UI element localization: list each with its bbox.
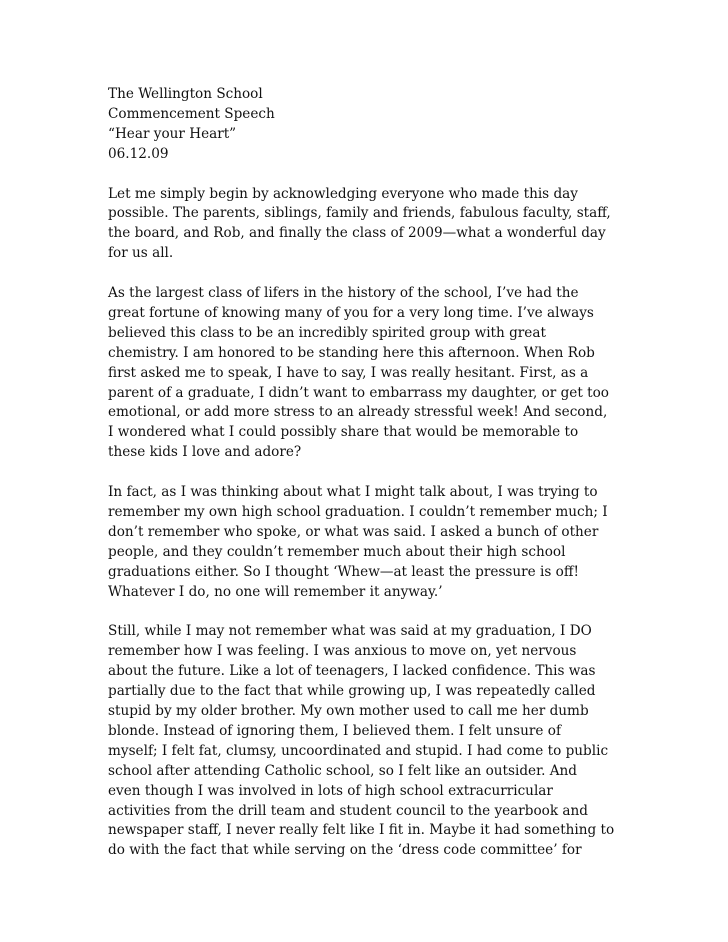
text-line: people, and they couldn’t remember much about their high school: [108, 543, 566, 560]
text-line: newspaper staff, I never really felt like I fit in. Maybe it had something to: [108, 822, 615, 839]
text-line: believed this class to be an incredibly spirited group with great: [108, 324, 546, 341]
speech-date: 06.12.09: [108, 145, 169, 162]
speech-body: [108, 185, 628, 862]
text-line: these kids I love and adore?: [108, 444, 302, 461]
text-line: myself; I felt fat, clumsy, uncoordinated and stupid. I had come to public: [108, 742, 609, 759]
paragraph-4: [108, 622, 628, 861]
school-name: The Wellington School: [108, 86, 263, 102]
paragraph-3: [108, 483, 628, 602]
text-line: stupid by my older brother. My own mother used to call me her dumb: [108, 703, 589, 720]
paragraph-1: [108, 185, 628, 265]
text-line: partially due to the fact that while growing up, I was repeatedly called: [108, 683, 596, 700]
paragraph-2: [108, 284, 628, 463]
text-line: remember how I was feeling. I was anxious to move on, yet nervous: [108, 643, 577, 660]
text-line: the board, and Rob, and finally the class of 2009—what a wonderful day: [108, 225, 606, 242]
text-line: even though I was involved in lots of high school extracurricular: [108, 782, 553, 799]
text-line: first asked me to speak, I have to say, I was really hesitant. First, as a: [108, 364, 589, 381]
text-line: great fortune of knowing many of you for a very long time. I’ve always: [108, 304, 594, 321]
text-line: activities from the drill team and student council to the yearbook and: [108, 802, 588, 819]
text-line: parent of a graduate, I didn’t want to embarrass my daughter, or get too: [108, 384, 609, 401]
text-line: blonde. Instead of ignoring them, I believed them. I felt unsure of: [108, 722, 561, 739]
text-line: As the largest class of lifers in the history of the school, I’ve had the: [108, 285, 579, 302]
text-line: In fact, as I was thinking about what I might talk about, I was trying to: [108, 484, 598, 501]
text-line: don’t remember who spoke, or what was said. I asked a bunch of other: [108, 523, 599, 540]
text-line: Still, while I may not remember what was said at my graduation, I DO: [108, 623, 592, 640]
text-line: Whatever I do, no one will remember it anyway.’: [108, 583, 443, 600]
text-line: Let me simply begin by acknowledging everyone who made this day: [108, 185, 578, 202]
text-line: remember my own high school graduation. I couldn’t remember much; I: [108, 503, 608, 520]
event-name: Commencement Speech: [108, 105, 275, 122]
speech-text: [108, 85, 628, 861]
text-line: graduations either. So I thought ‘Whew—at least the pressure is off!: [108, 563, 579, 580]
text-line: possible. The parents, siblings, family and friends, fabulous faculty, staff,: [108, 205, 611, 222]
text-line: chemistry. I am honored to be standing here this afternoon. When Rob: [108, 344, 595, 361]
text-line: do with the fact that while serving on the ‘dress code committee’ for: [108, 842, 582, 859]
text-line: about the future. Like a lot of teenagers, I lacked confidence. This was: [108, 663, 596, 680]
text-line: for us all.: [108, 245, 174, 262]
text-line: I wondered what I could possibly share that would be memorable to: [108, 424, 579, 441]
text-line: emotional, or add more stress to an already stressful week! And second,: [108, 404, 608, 421]
text-line: school after attending Catholic school, so I felt like an outsider. And: [108, 762, 577, 779]
speech-title: “Hear your Heart”: [108, 125, 237, 142]
